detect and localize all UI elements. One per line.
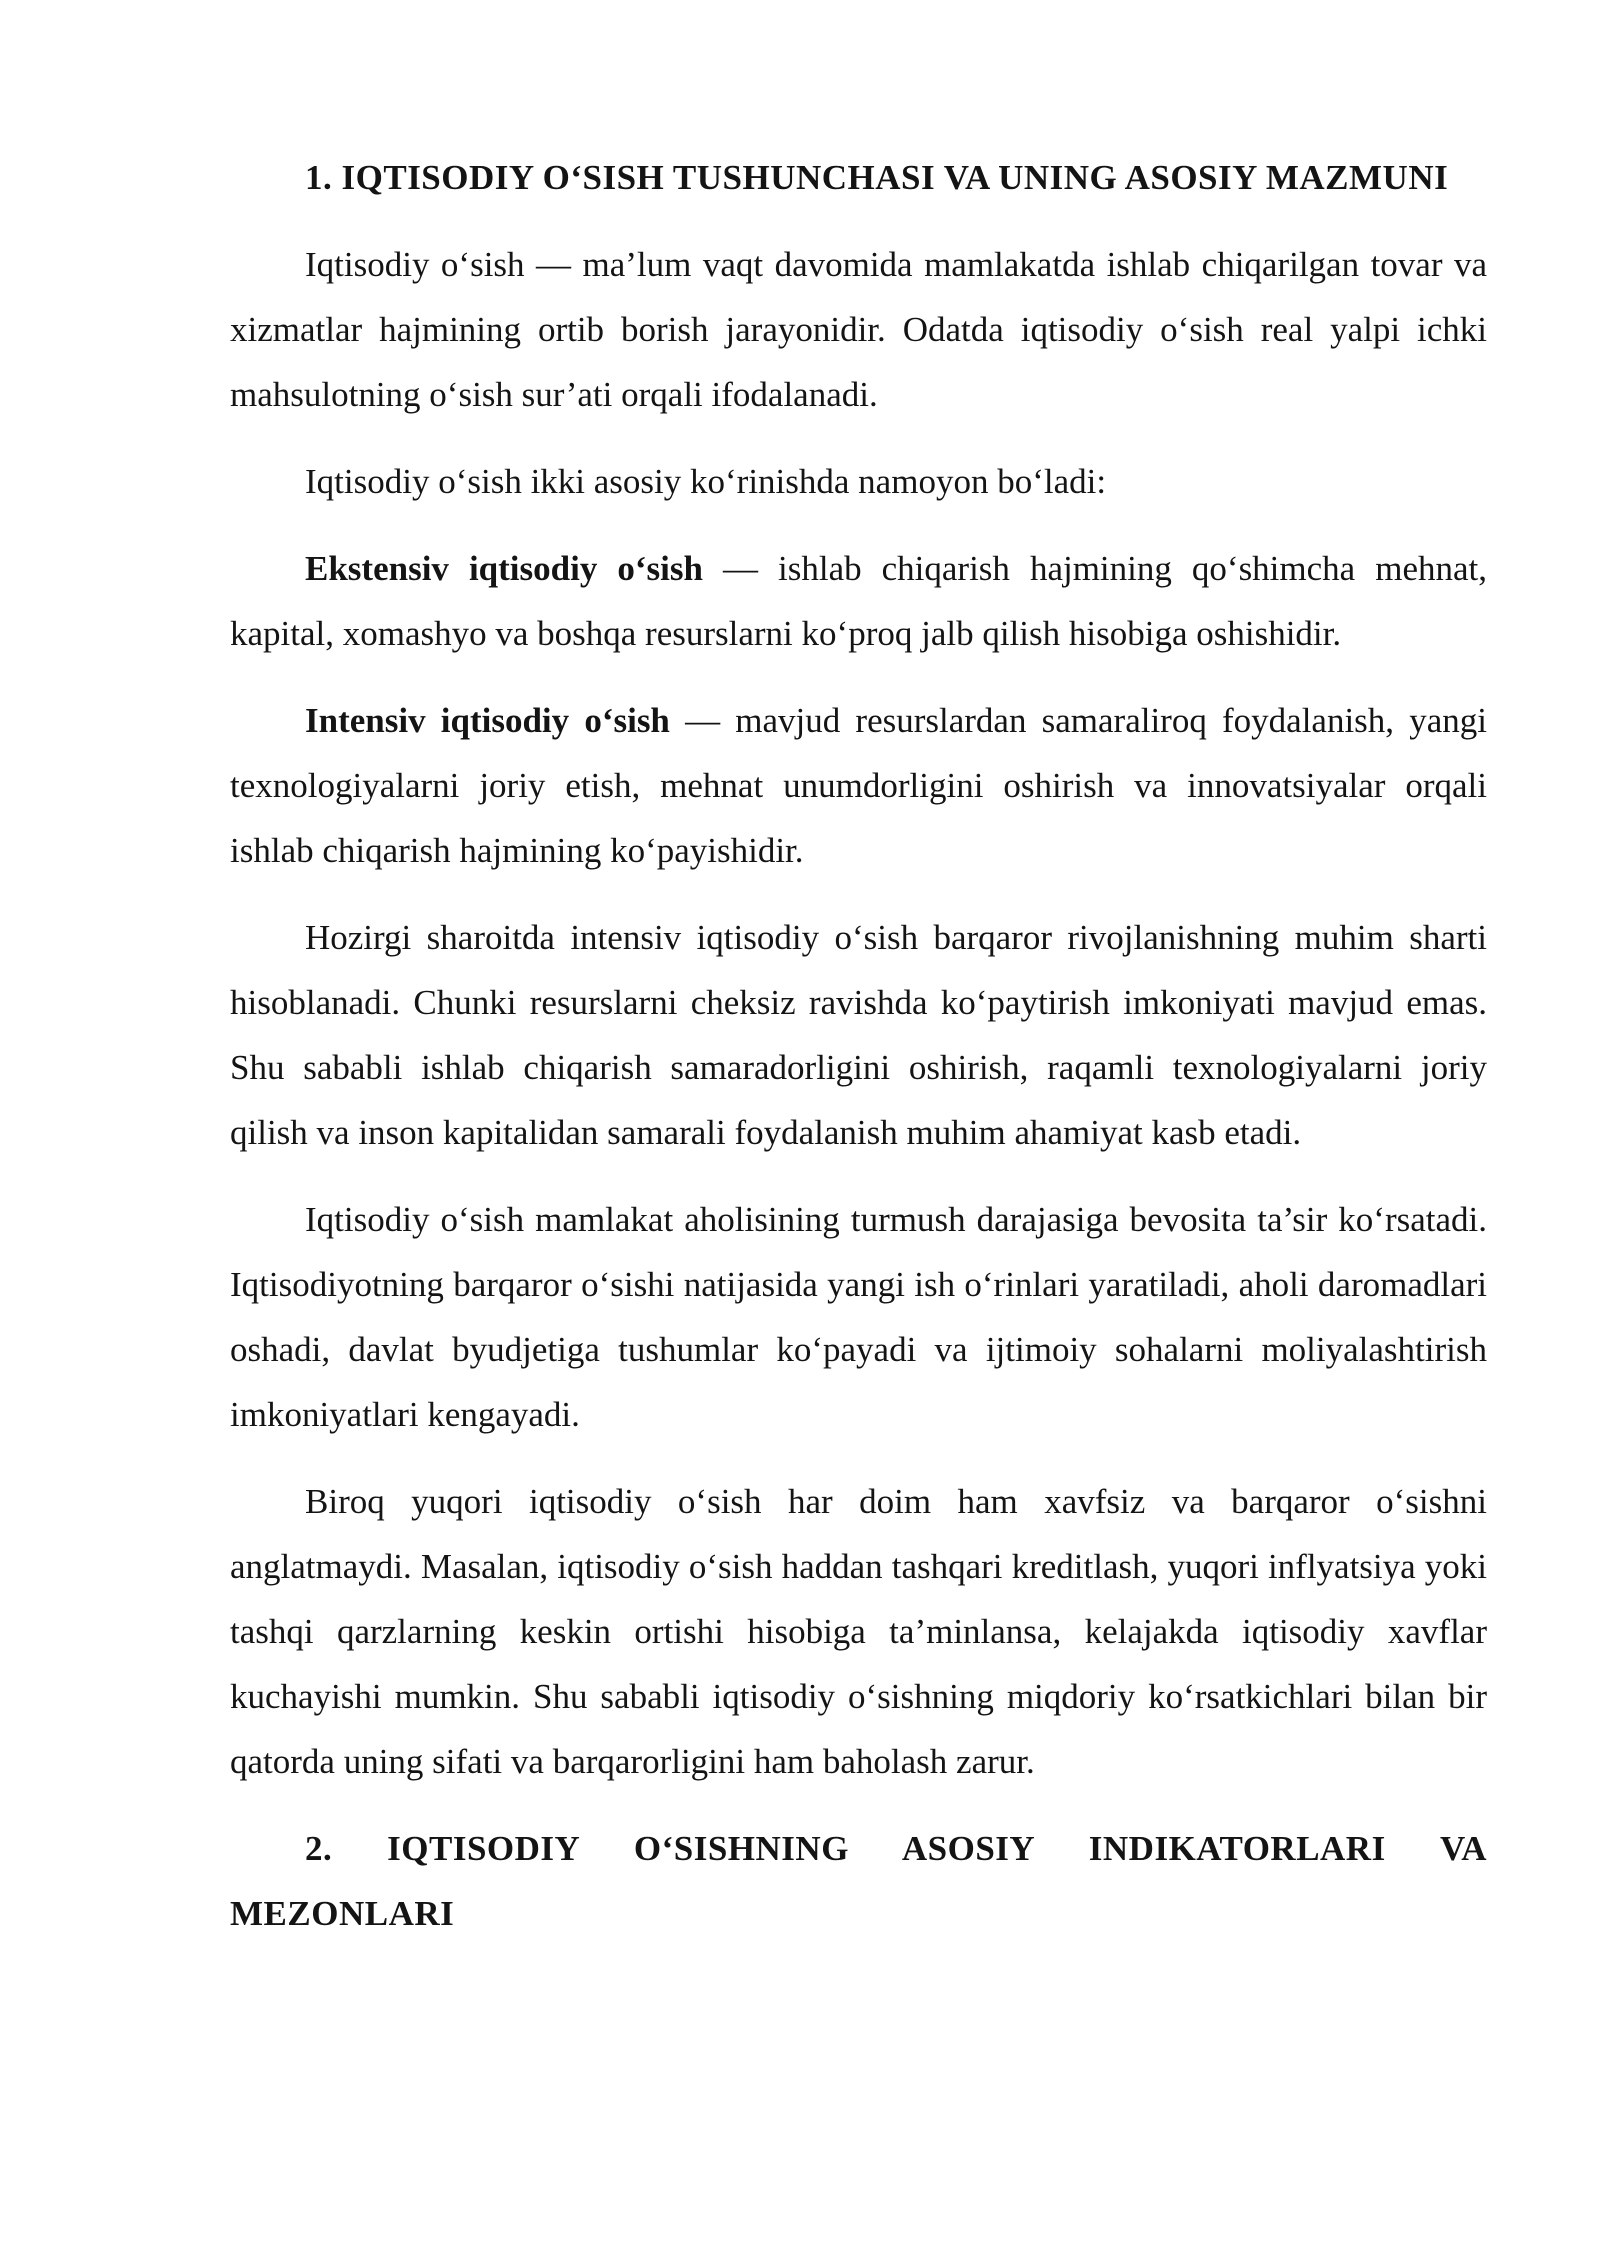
paragraph-forms-intro xyxy=(230,449,1487,514)
term-extensive: Ekstensiv iqtisodiy o‘sish xyxy=(305,549,703,588)
paragraph-definition xyxy=(230,232,1487,427)
paragraph-text: Iqtisodiy o‘sish mamlakat aholisining turmush darajasiga bevosita ta’sir ko‘rsatadi. Iqtisodiyotning barqaror o‘sishi natijasida yangi ish o‘rinlari yaratiladi, aholi daromadlari oshadi, davlat byudjetiga tushumlar ko‘payadi va ijtimoiy sohalarni moliyalashtirish imkoniyatlari kengayadi. xyxy=(230,1200,1487,1434)
paragraph-living-standards xyxy=(230,1187,1487,1447)
section-2-heading: 2. IQTISODIY O‘SISHNING ASOSIY INDIKATORLARI VA MEZONLARI xyxy=(230,1829,1487,1933)
section-1-heading: 1. IQTISODIY O‘SISH TUSHUNCHASI VA UNING ASOSIY MAZMUNI xyxy=(305,158,1449,197)
paragraph-text: Iqtisodiy o‘sish — ma’lum vaqt davomida mamlakatda ishlab chiqarilgan tovar va xizmatlar hajmining ortib borish jarayonidir. Odatda iqtisodiy o‘sish real yalpi ichki mahsulotning o‘sish sur’ati orqali ifodalanadi. xyxy=(230,245,1487,414)
term-intensive: Intensiv iqtisodiy o‘sish xyxy=(305,701,670,740)
paragraph-current-conditions xyxy=(230,905,1487,1165)
paragraph-text: — mavjud resurslardan samaraliroq foydalanish, yangi texnologiyalarni joriy etish, mehnat unumdorligini oshirish va innovatsiyalar orqali ishlab chiqarish hajmining ko‘payishidir. xyxy=(230,701,1487,870)
paragraph-text: Iqtisodiy o‘sish ikki asosiy ko‘rinishda namoyon bo‘ladi: xyxy=(305,462,1107,501)
paragraph-text: Biroq yuqori iqtisodiy o‘sish har doim ham xavfsiz va barqaror o‘sishni anglatmaydi. Masalan, iqtisodiy o‘sish haddan tashqari kreditlash, yuqori inflyatsiya yoki tashqi qarzlarning keskin ortishi hisobiga ta’minlansa, kelajakda iqtisodiy xavflar kuchayishi mumkin. Shu sababli iqtisodiy o‘sishning miqdoriy ko‘rsatkichlari bilan bir qatorda uning sifati va barqarorligini ham baholash zarur. xyxy=(230,1482,1487,1781)
paragraph-text: — ishlab chiqarish hajmining qo‘shimcha mehnat, kapital, xomashyo va boshqa resurslarni ko‘proq jalb qilish hisobiga oshishidir. xyxy=(230,549,1487,653)
paragraph-extensive-growth xyxy=(230,536,1487,666)
paragraph-text: Hozirgi sharoitda intensiv iqtisodiy o‘sish barqaror rivojlanishning muhim sharti hisoblanadi. Chunki resurslarni cheksiz ravishda ko‘paytirish imkoniyati mavjud emas. Shu sababli ishlab chiqarish samaradorligini oshirish, raqamli texnologiyalarni joriy qilish va inson kapitalidan samarali foydalanish muhim ahamiyat kasb etadi. xyxy=(230,918,1487,1152)
paragraph-risks xyxy=(230,1469,1487,1794)
document-page xyxy=(230,145,1487,1968)
paragraph-intensive-growth xyxy=(230,688,1487,883)
